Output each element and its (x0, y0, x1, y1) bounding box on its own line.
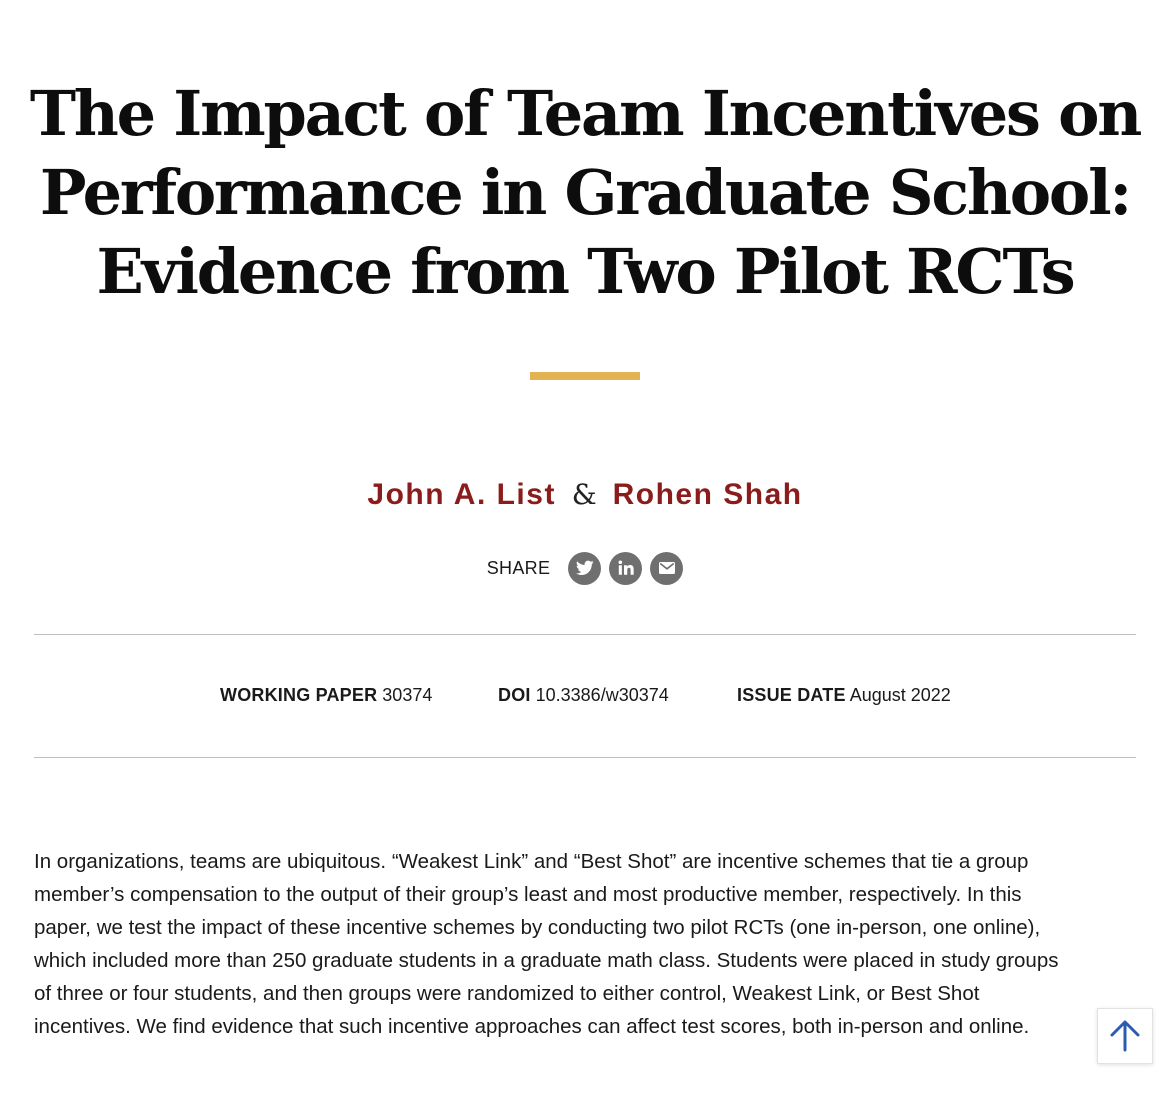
title-accent-rule (530, 372, 640, 380)
working-paper-label: WORKING PAPER (220, 685, 378, 705)
author-link-rohen-shah[interactable]: Rohen Shah (612, 478, 803, 511)
doi-value[interactable]: 10.3386/w30374 (535, 685, 669, 705)
author-separator: & (571, 478, 597, 511)
working-paper-value: 30374 (382, 685, 433, 705)
share-bar (0, 550, 1170, 586)
back-to-top-button[interactable] (1097, 1008, 1153, 1064)
issue-date-meta (737, 685, 951, 706)
twitter-icon (576, 560, 594, 576)
meta-divider-top (34, 634, 1136, 635)
abstract-line: of three or four students, and then groups were randomized to either control, Weakest Link, or Best Shot (34, 982, 980, 1005)
email-icon (659, 562, 675, 574)
paper-title-line-1: The Impact of Team Incentives on (29, 77, 1141, 150)
meta-divider-bottom (34, 757, 1136, 758)
paper-title-line-3: Evidence from Two Pilot RCTs (96, 235, 1074, 308)
paper-title-line-2: Performance in Graduate School: (39, 156, 1131, 229)
issue-date-value: August 2022 (849, 685, 951, 705)
linkedin-icon (617, 559, 635, 577)
share-twitter-button[interactable] (568, 552, 601, 585)
abstract (34, 845, 1144, 1043)
arrow-up-icon (1108, 1019, 1142, 1053)
author-list (0, 478, 1170, 512)
abstract-line: incentives. We find evidence that such incentive approaches can affect test scores, both in-person and online. (34, 1015, 1030, 1038)
abstract-line: In organizations, teams are ubiquitous. “Weakest Link” and “Best Shot” are incentive schemes that tie a group (34, 850, 1029, 873)
abstract-line: member’s compensation to the output of their group’s least and most productive member, respectively. In this (34, 883, 1022, 906)
doi-label: DOI (498, 685, 531, 705)
share-label: SHARE (486, 557, 551, 578)
paper-title (0, 74, 1170, 311)
share-linkedin-button[interactable] (609, 552, 642, 585)
doi-meta (498, 685, 669, 706)
author-link-john-list[interactable]: John A. List (367, 478, 556, 511)
share-email-button[interactable] (650, 552, 683, 585)
abstract-line: paper, we test the impact of these incentive schemes by conducting two pilot RCTs (one in-person, one online), (34, 916, 1041, 939)
working-paper-meta (220, 685, 432, 706)
issue-date-label: ISSUE DATE (737, 685, 846, 705)
abstract-line: which included more than 250 graduate students in a graduate math class. Students were placed in study groups (34, 949, 1059, 972)
